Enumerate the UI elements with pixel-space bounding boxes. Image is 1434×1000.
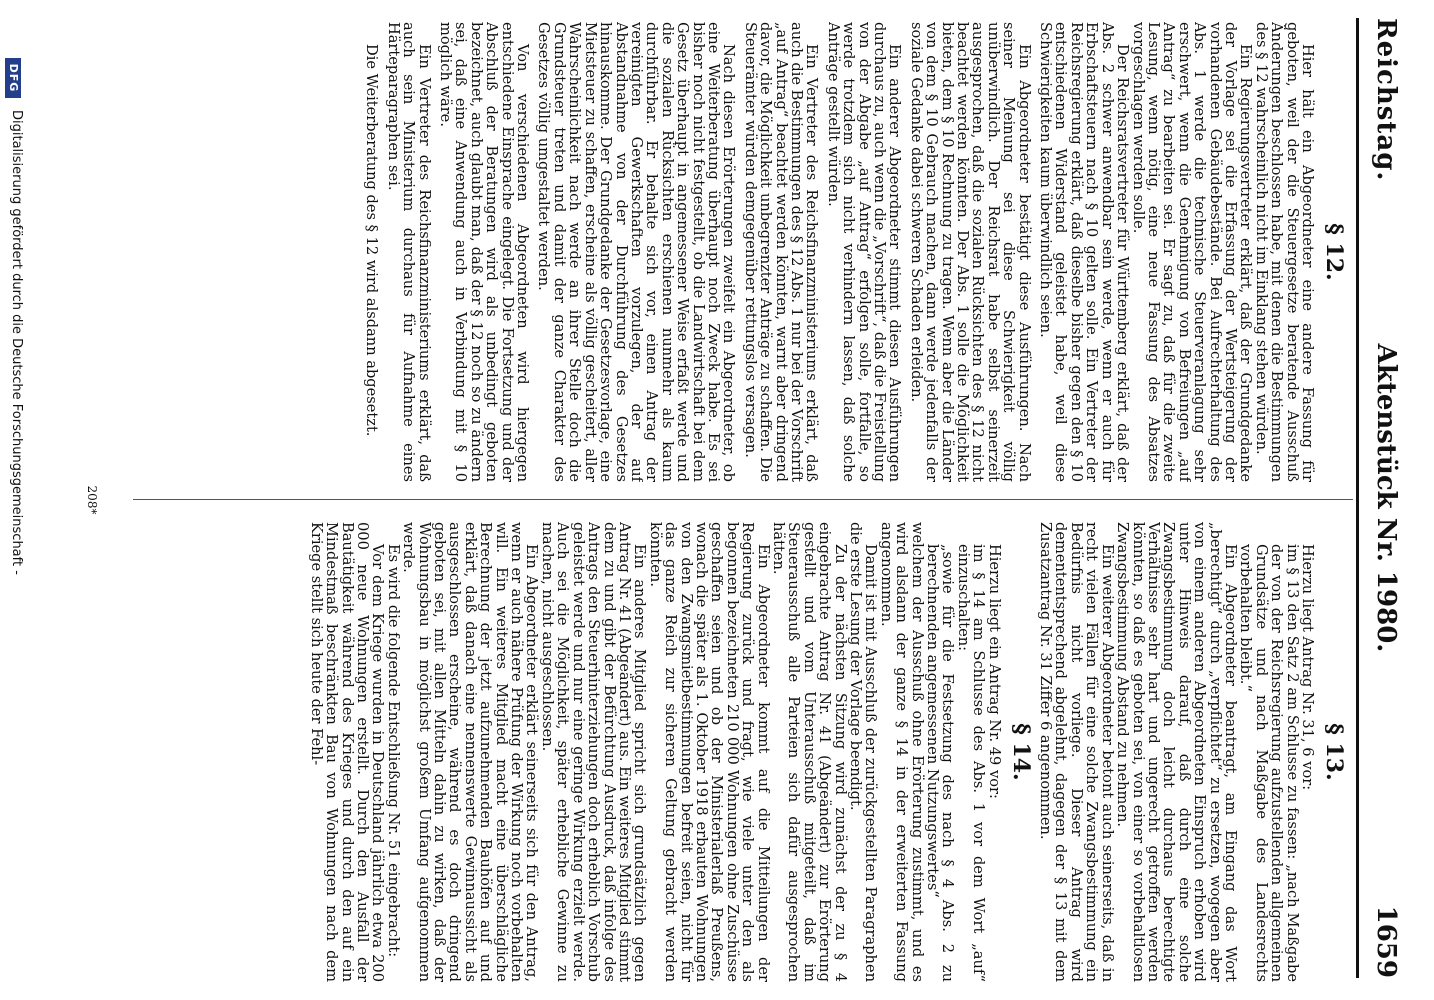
right-column (111, 522, 1351, 982)
dfg-logo: DFG (5, 58, 21, 98)
header-title: Aktenstück Nr. 1980. (1371, 343, 1401, 653)
paragraph: Ein Abgeordneter bestätigt diese Ausführungen. Nach seiner Meinung sei diese Schwierigkeit völlig unüberwindlich. Der Reichsrat habe selbst seinerzeit ausgesprochen, daß die sozialen Rücksichten des § 12 nicht beachtet werden könnten. Der Abs. 1 solle die Möglichkeit bieten, dem § 10 Rechnung zu tragen. Wenn aber die Länder von dem § 10 Gebrauch machen, dann werde jedenfalls der soziale Gedanke dabei schweren Schaden erleiden. (907, 22, 1033, 482)
quoted-motion: im § 14 am Schlusse des Abs. 1 vor dem Wort „auf“ einzuschalten: (954, 544, 988, 982)
paragraph: Ein Abgeordneter beantragt, am Eingang das Wort „berechtigt“ durch „verpflichtet“ zu ersetzen, wogegen aber von einem anderen Abgeordneten Einspruch erhoben wird unter Hinweis darauf, daß durch eine solche Zwangsbestimmung doch leicht durchaus berechtigte Verhältnisse sehr hart und ungerecht getroffen werden könnten, so daß es geboten sei, von einer so vorbehaltlosen Zwangsbestimmung Abstand zu nehmen. (1114, 522, 1239, 982)
signature-mark: 208* (85, 485, 99, 515)
header-rule (1356, 18, 1359, 978)
paragraph: Die Weiterberatung des § 12 wird alsdann abgesetzt. (363, 44, 381, 437)
paragraph: Ein weiterer Abgeordneter betont auch seinerseits, daß in recht vielen Fällen für eine solche Zwangsbestimmung ein Bedürfnis nicht vorliege. Dieser Antrag wird demententsprechend abgelehnt, dagegen der § 13 mit dem Zusatzantrag Nr. 31 Ziffer 6 angenommen. (1037, 522, 1116, 982)
paragraph: Hierzu liegt ein Antrag Nr. 49 vor: (985, 544, 1003, 799)
section-heading-13: § 13. (1321, 723, 1347, 781)
section-heading-14: § 14. (1007, 723, 1034, 781)
paragraph: welchem der Ausschuß ohne Erörterung zustimmt, und es wird alsdann der ganze § 14 in der erweiterten Fassung angenommen. (877, 522, 926, 982)
digitization-credit: Digitalisierung gefördert durch die Deutsche Forschungsgemeinschaft - (9, 110, 24, 575)
paragraph: Es wird die folgende Entschließung Nr. 51 eingebracht: (384, 544, 402, 958)
paragraph: Nach diesen Erörterungen zweifelt ein Abgeordneter, ob eine Weiterberatung überhaupt noch Zweck habe. Es sei bisher noch nicht festgestellt, ob die Landwirtschaft bei dem Gesetz überhaupt in angemessener Weise erfaßt werde und die sozialen Rücksichten erschienen nunmehr als kaum durchführbar. Er behalte sich vor, einen Antrag der vereinigten Gewerkschaften vorzulegen, der auf Abstandnahme von der Durchführung des Gesetzes hinauskomme. Der Grundgedanke der Gesetzesvorlage, eine Mietsteuer zu schaffen, erscheine als völlig gescheitert, aller Wahrscheinlichkeit nach werde an ihrer Stelle doch die Grundsteuer treten und damit der ganze Charakter des Gesetzes völlig umgestaltet werden. (535, 22, 738, 482)
quoted-motion: „sowie für die Festsetzung des nach § 4 Abs. 2 zu berechnenden angemessenen Nutzungswertes“ (924, 544, 957, 982)
left-column (111, 22, 1351, 482)
paragraph: Hier hält ein Abgeordneter eine andere Fassung für geboten, weil der die Steuergesetze beratende Ausschuß Änderungen beschlossen habe, mit denen die Bestimmungen des § 12 wahrscheinlich nicht im Einklang stehen würden. (1252, 22, 1316, 482)
quoted-motion: im § 13 den Satz 2 am Schlusse zu fassen: „nach Maßgabe der von der Reichsregierung aufzustellenden allgemeinen Grundsätze und nach Maßgabe des Landesrechts vorbehalten bleibt.“ (1237, 544, 1301, 982)
paragraph: Damit ist mit Ausschluß der zurückgestellten Paragraphen die erste Lesung der Vorlage beendigt. (847, 522, 880, 982)
header-page-number: 1659 (1371, 905, 1401, 978)
header-left: Reichstag. (1371, 18, 1401, 182)
page-header (1363, 18, 1411, 978)
paragraph: Der Reichsratsvertreter für Württemberg erklärt, daß der Abs. 2 schwer anwendbar sein werde, wenn er auch für Erbschaftsteuern nach § 10 gelten solle. Ein Vertreter der Reichsregierung erklärt, daß dieselbe bisher gegen den § 10 entschiedenen Widerstand geleistet habe, weil diese Schwierigkeiten kaum überwindlich seien. (1037, 22, 1132, 482)
paragraph: Ein Abgeordneter erklärt seinerseits sich für den Antrag, wenn er auch nähere Prüfung der Wirkung noch vorbehalten will. Ein weiteres Mitglied macht eine überschlägliche Berechnung der jetzt aufzunehmenden Bauhöfen auf und erklärt, daß danach eine nennenswerte Gewinnaussicht als ausgeschlossen erscheine, während es doch dringend geboten sei, mit allen Mitteln dahin zu wirken, daß der Wohnungsbau in möglichst großem Umfang aufgenommen werde. (400, 522, 541, 982)
paragraph: Ein anderes Mitglied spricht sich grundsätzlich gegen Antrag Nr. 41 (Abgeändert) aus. Ein weiteres Mitglied stimmt dem zu und gibt der Befürchtung Ausdruck, daß infolge des Antrags den Steuerhinterziehungen doch erheblich Vorschub geleistet werde und nur eine geringe Wirkung erzielt werde. Auch sei die Möglichkeit, später erhebliche Gewinne zu machen, nicht ausgeschlossen. (538, 522, 649, 982)
paragraph: Hierzu liegt Antrag Nr. 31, 6 vor: (1299, 544, 1316, 791)
paragraph: Ein Abgeordneter kommt auf die Mitteilungen der Regierung zurück und fragt, wie viele unter den als begonnen bezeichneten 210 000 Wohnungen ohne Zuschüsse geschaffen seien und ob der Ministerialerlaß Preußens, wonach die später als 1. Oktober 1918 erbauten Wohnungen von den Zwangsmietbestimmungen befreit seien, nicht für das ganze Reich zur sicheren Geltung gebracht werden könnten. (646, 522, 772, 982)
paragraph: Ein Regierungsvertreter erklärt, daß der Grundgedanke der Vorlage sei die Erfassung der Wertsteigerung der vorhandenen Gebäudebestände. Bei Aufrechterhaltung des Abs. 1 werde die technische Steuerveranlagung sehr erschwert, wenn die Genehmigung von Befreiungen „auf Antrag“ zu bearbeiten sei. Er sagt zu, daß für die zweite Lesung, wenn nötig, eine neue Fassung des Absatzes vorgeschlagen werden solle. (1129, 22, 1255, 482)
paragraph: Ein Vertreter des Reichsfinanzministeriums erklärt, daß auch die Bestimmungen des § 12 Abs. 1 nur bei der Vorschrift „auf Antrag“ beachtet werden könnten, warnt aber dringend davor, die Möglichkeit unbegrenzter Anträge zu schaffen. Die Steuerämter würden demgegenüber rettungslos versagen. (741, 22, 821, 482)
column-divider (133, 499, 1353, 500)
paragraph: Ein anderer Abgeordneter stimmt diesen Ausführungen durchaus zu, auch wenn die „Vorschrift“, daß die Freistellung von der Abgabe „auf Antrag“ erfolgen solle, fortfalle, so werde trotzdem sich nicht verhindern lassen, daß solche Anträge gestellt würden. (824, 22, 904, 482)
paragraph: Ein Vertreter des Reichsfinanzministeriums erklärt, daß auch sein Ministerium durchaus für Aufnahme eines Härteparagraphen sei. (384, 22, 433, 482)
section-heading-12: § 12. (1321, 223, 1347, 281)
paragraph: Zu der nächsten Sitzung wird zunächst der zu § 4 eingebrachte Antrag Nr. 41 (Abgeändert) zur Erörterung gestellt und vom Unterausschuß mitgeteilt, daß im Steuerausschuß alle Parteien sich dafür ausgesprochen hätten. (770, 522, 849, 982)
paragraph: Von verschiedenen Abgeordneten wird hiergegen entschiedene Einsprache eingelegt. Die Fortsetzung und der Abschluß der Beratungen wird als unbedingt geboten bezeichnet, auch glaubt man, daß der § 12 noch so zu ändern sei, daß eine Anwendung auch in Verbindung mit § 10 möglich wäre. (437, 22, 532, 482)
paragraph: Vor dem Kriege wurden in Deutschland jährlich etwa 200 000 neue Wohnungen erstellt. Durch den Ausfall der Bautätigkeit während des Krieges und durch den auf ein Mindestmaß beschränkten Bau von Wohnungen nach dem Kriege stellt sich heute der Fehl- (307, 522, 387, 982)
